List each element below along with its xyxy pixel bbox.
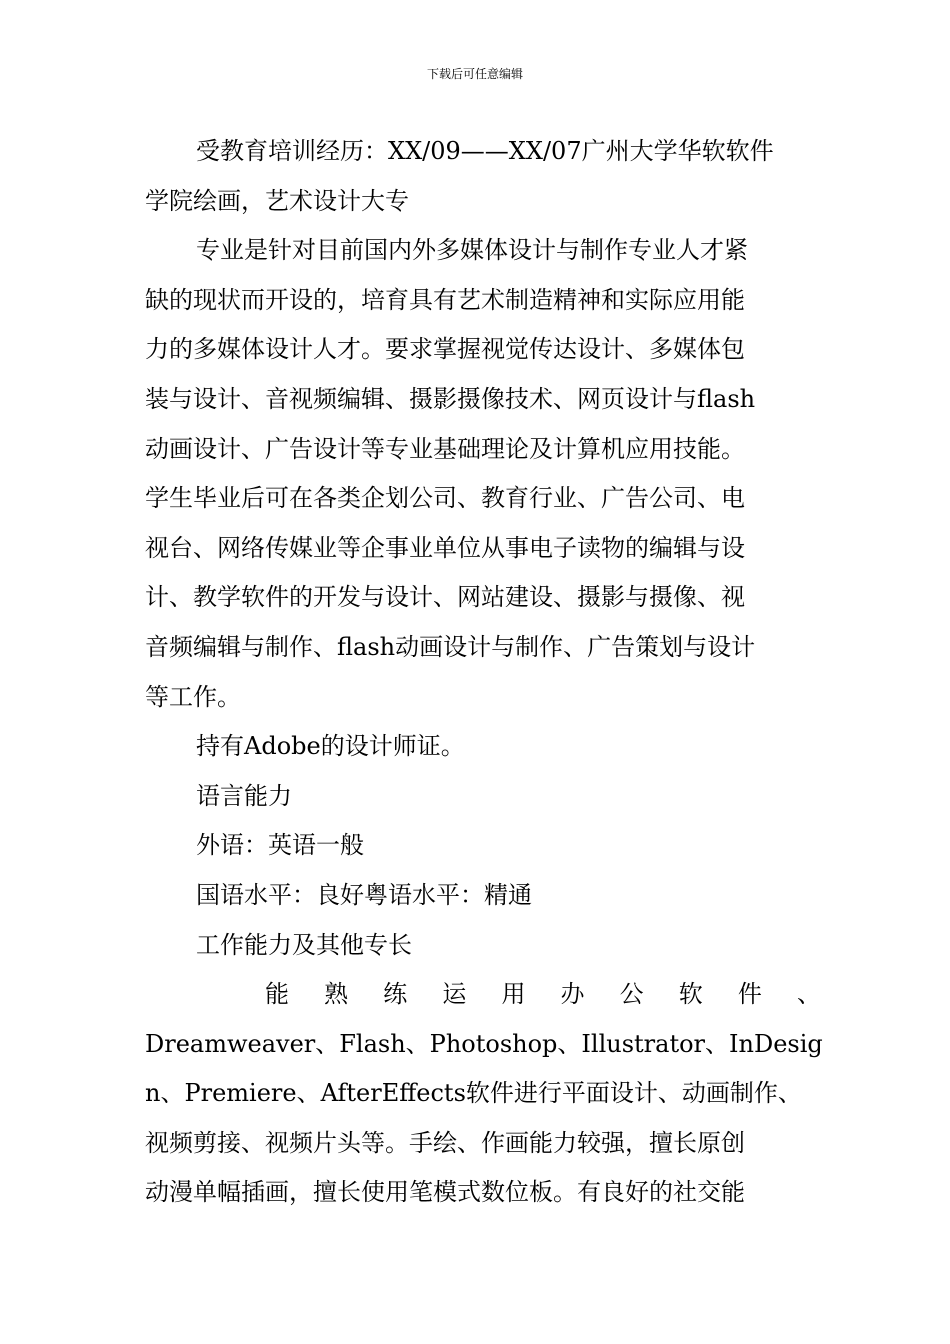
language-ability-heading: 语言能力 xyxy=(196,781,292,810)
spaced-char: 熟 xyxy=(324,980,349,1009)
spaced-char: 公 xyxy=(619,980,644,1009)
spaced-char: 练 xyxy=(383,980,408,1009)
page-header-note: 下载后可任意编辑 xyxy=(426,67,523,81)
major-paragraph-line-7: 视台、网络传媒业等企事业单位从事电子读物的编辑与设 xyxy=(145,533,745,562)
foreign-language-line: 外语：英语一般 xyxy=(196,831,364,860)
spaced-char: 件 xyxy=(737,980,762,1009)
spaced-char: 软 xyxy=(678,980,703,1009)
dialect-level-line: 国语水平：良好粤语水平：精通 xyxy=(196,880,532,909)
spaced-char: 运 xyxy=(442,980,467,1009)
education-line-2: 学院绘画，艺术设计大专 xyxy=(145,186,409,215)
spaced-char: 能 xyxy=(265,980,289,1009)
major-paragraph-line-1: 专业是针对目前国内外多媒体设计与制作专业人才紧 xyxy=(196,236,748,265)
work-ability-heading: 工作能力及其他专长 xyxy=(196,930,412,959)
major-paragraph-line-9: 音频编辑与制作、flash动画设计与制作、广告策划与设计 xyxy=(145,632,756,661)
major-paragraph-line-5: 动画设计、广告设计等专业基础理论及计算机应用技能。 xyxy=(145,434,745,463)
skills-line-2: Dreamweaver、Flash、Photoshop、Illustrator、InDesig xyxy=(145,1029,823,1058)
spaced-char: 办 xyxy=(560,980,585,1009)
education-line-1: 受教育培训经历：XX/09——XX/07广州大学华软软件 xyxy=(196,137,774,165)
major-paragraph-line-6: 学生毕业后可在各类企划公司、教育行业、广告公司、电 xyxy=(145,484,745,513)
major-paragraph-line-4: 装与设计、音视频编辑、摄影摄像技术、网页设计与flash xyxy=(145,384,756,413)
major-paragraph-line-2: 缺的现状而开设的，培育具有艺术制造精神和实际应用能 xyxy=(145,285,745,314)
major-paragraph-line-3: 力的多媒体设计人才。要求掌握视觉传达设计、多媒体包 xyxy=(145,335,745,364)
document-body xyxy=(145,127,823,1218)
certificate-line: 持有Adobe的设计师证。 xyxy=(196,732,465,761)
skills-line-1-justified xyxy=(145,970,821,1020)
major-paragraph-line-8: 计、教学软件的开发与设计、网站建设、摄影与摄像、视 xyxy=(145,583,745,612)
spaced-char: 用 xyxy=(501,980,526,1009)
skills-line-3: n、Premiere、AfterEffects软件进行平面设计、动画制作、 xyxy=(145,1079,802,1108)
spaced-char: 、 xyxy=(796,980,821,1009)
skills-line-5: 动漫单幅插画，擅长使用笔模式数位板。有良好的社交能 xyxy=(145,1178,745,1207)
skills-line-4: 视频剪接、视频片头等。手绘、作画能力较强，擅长原创 xyxy=(145,1128,745,1157)
major-paragraph-line-10: 等工作。 xyxy=(145,682,241,711)
